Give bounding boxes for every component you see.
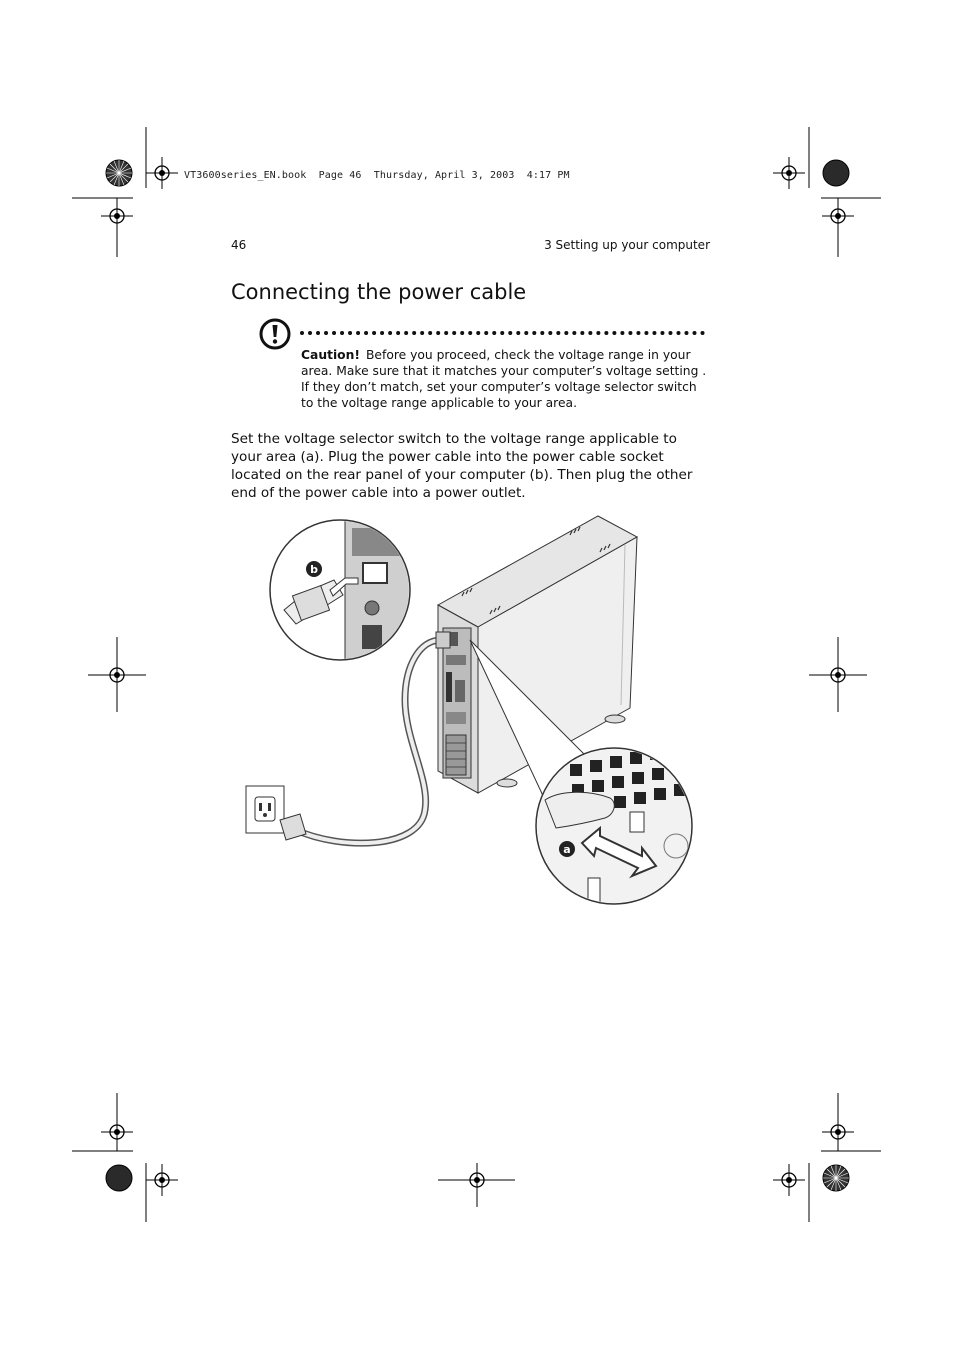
callout-label-a: a [563, 843, 571, 856]
caution-note [301, 347, 711, 411]
running-header: 3 Setting up your computer [544, 238, 710, 252]
callout-label-b: b [310, 563, 318, 576]
caution-message: Before you proceed, check the voltage range in your area. Make sure that it matches your computer’s voltage setting . If they don’t match, set your computer’s voltage selector switch to the voltage range applicable to your area. [301, 348, 707, 410]
print-info-line: VT3600series_EN.book Page 46 Thursday, April 3, 2003 4:17 PM [184, 170, 570, 181]
caution-label: Caution! [301, 348, 360, 362]
power-cable-illustration [240, 510, 700, 910]
caution-divider [300, 331, 705, 335]
exclamation-circle-icon [258, 317, 292, 351]
instruction-paragraph: Set the voltage selector switch to the voltage range applicable to your area (a). Plug the power cable into the power cable socket located on the rear panel of your computer (b). Then plug the other end of the power cable into a power outlet. [231, 431, 693, 501]
page-number: 46 [231, 238, 247, 252]
section-title: Connecting the power cable [231, 280, 527, 304]
